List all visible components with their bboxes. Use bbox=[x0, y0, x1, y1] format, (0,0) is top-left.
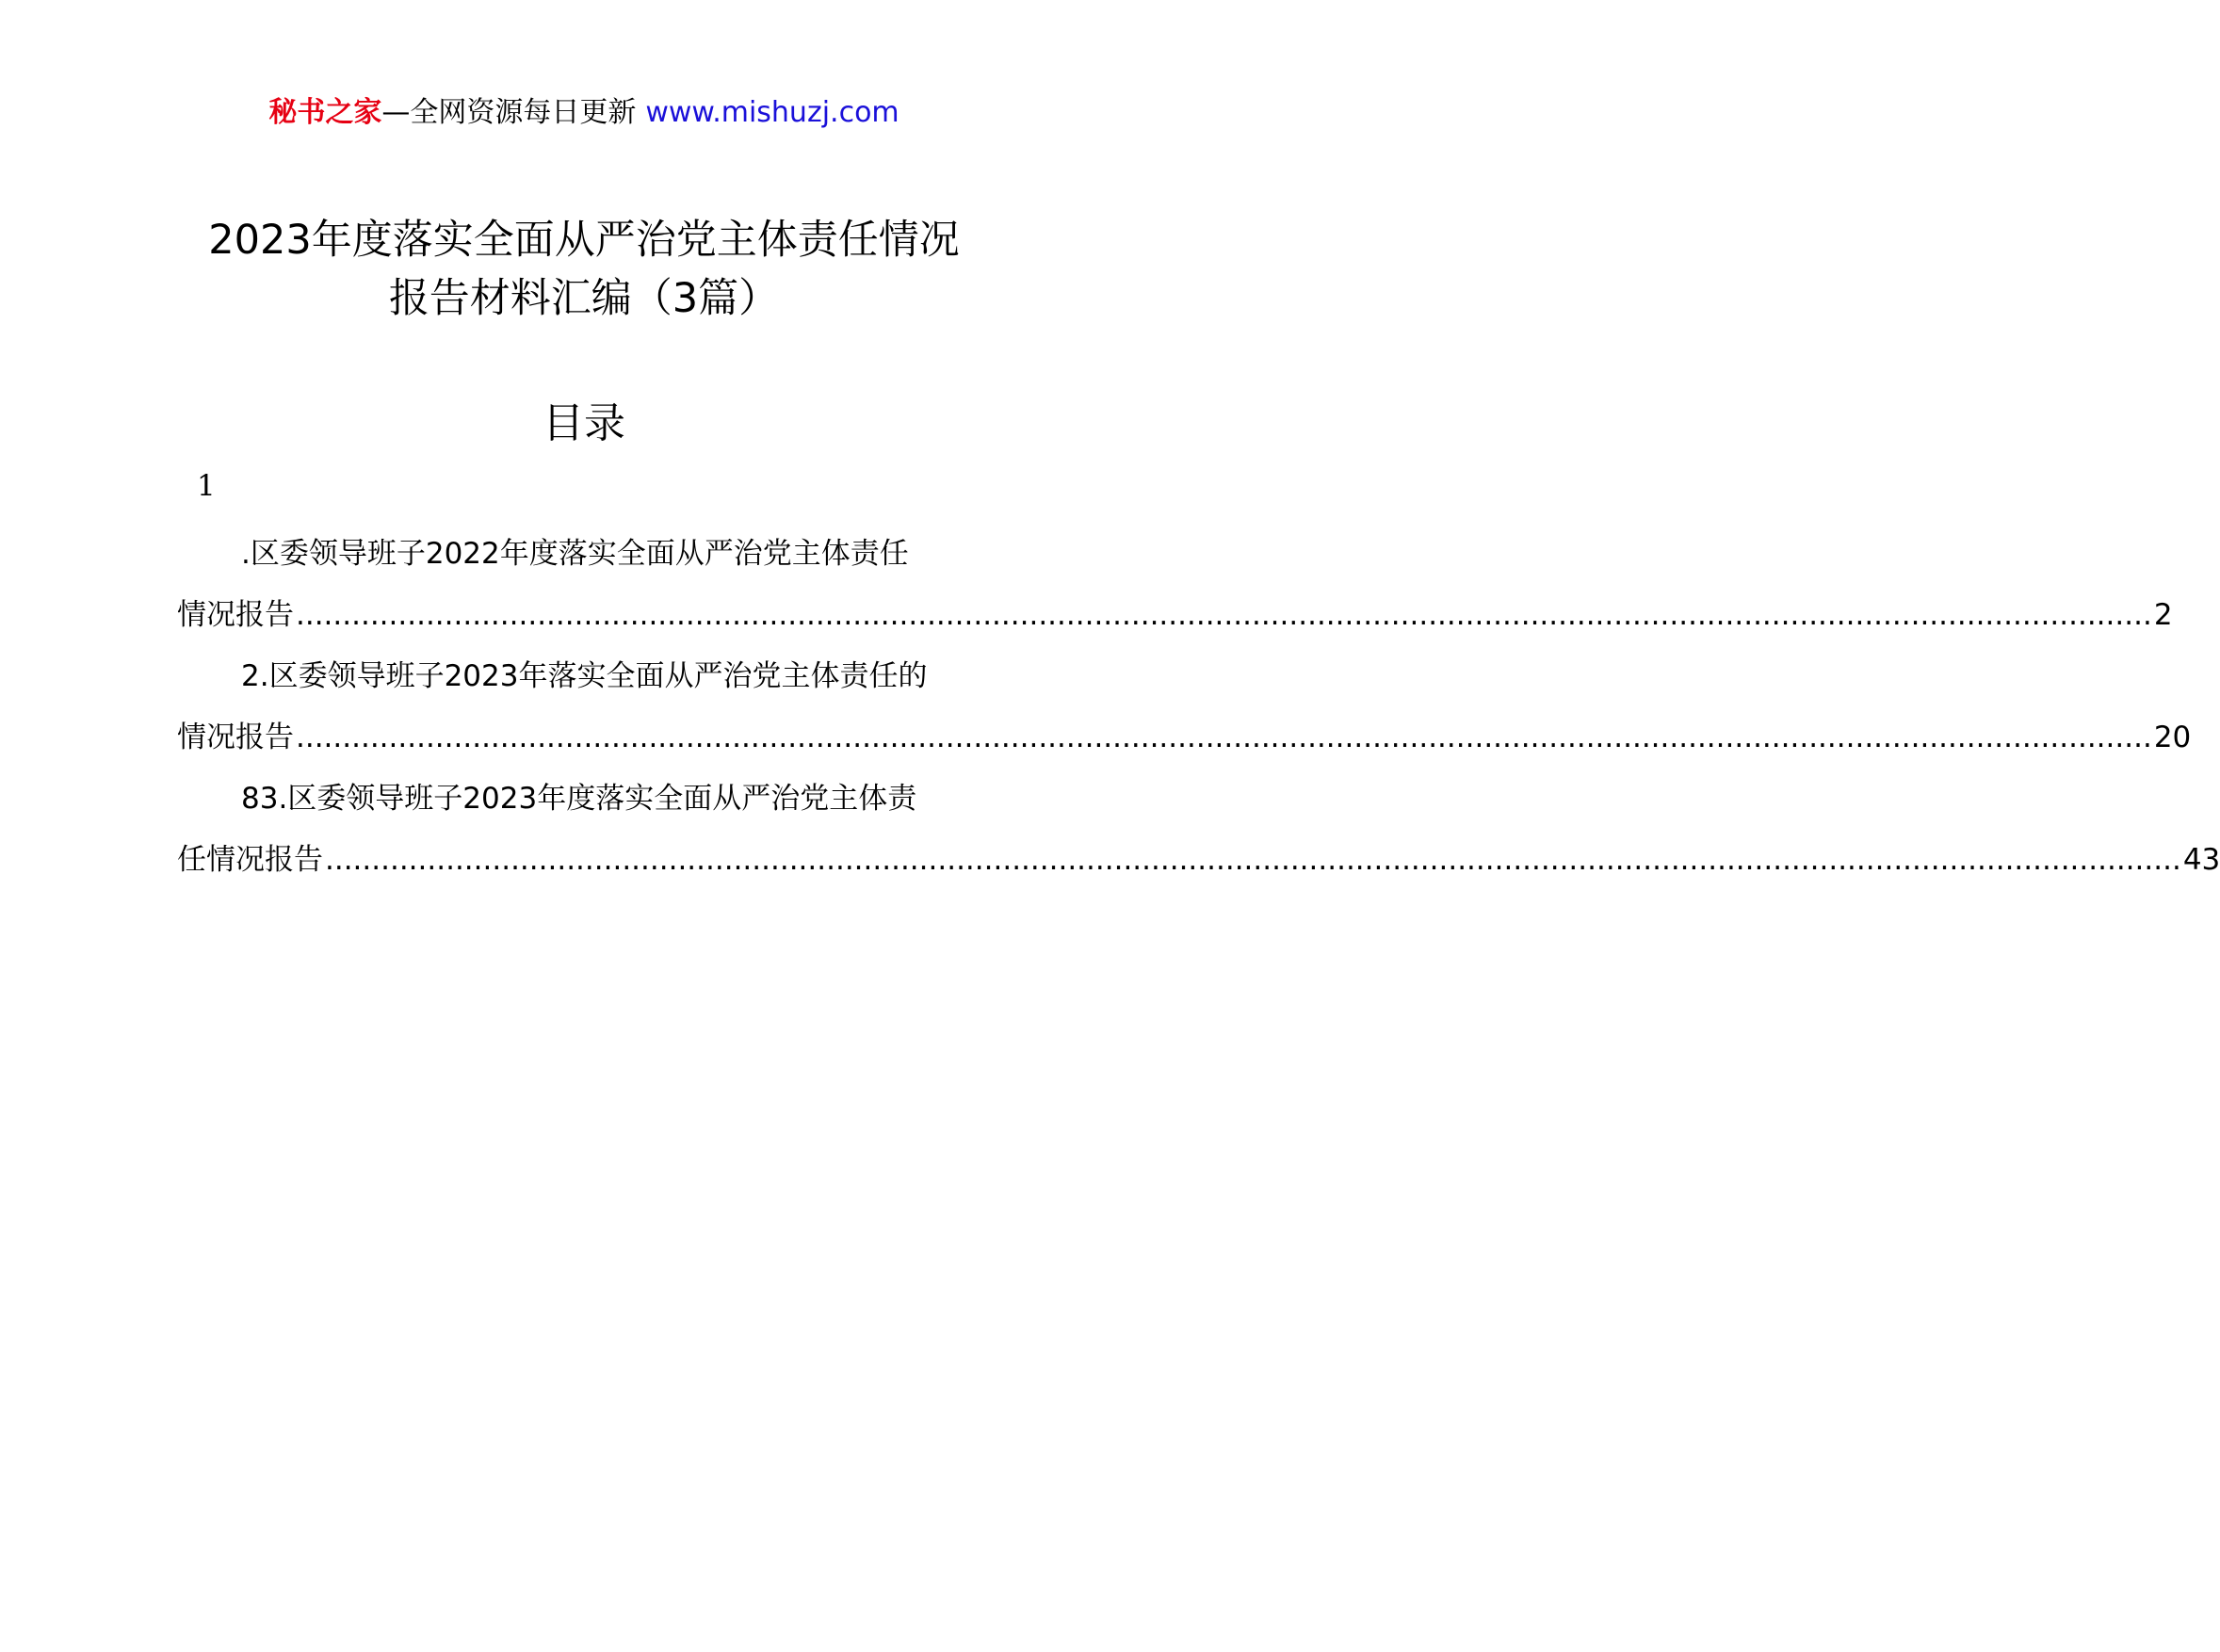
toc-entry-title-continued: 任情况报告 bbox=[177, 843, 323, 877]
toc-dot-leader: ........................................................................................................................................................................................................ bbox=[325, 843, 2181, 877]
toc-entry-title-continued: 情况报告 bbox=[177, 721, 294, 754]
document-title-line-2: 报告材料汇编（3篇） bbox=[388, 275, 780, 322]
toc-entry[interactable] bbox=[177, 646, 2192, 769]
toc-entry[interactable] bbox=[177, 524, 2173, 646]
document-title bbox=[151, 211, 1017, 328]
toc-dot-leader: ........................................................................................................................................................................................................ bbox=[296, 721, 2152, 754]
toc-page-number: 43 bbox=[2182, 843, 2220, 877]
site-header bbox=[0, 94, 1168, 132]
site-brand: 秘书之家 bbox=[268, 96, 382, 129]
toc-entry-title: 2.区委领导班子2023年落实全面从严治党主体责任的 bbox=[241, 659, 928, 693]
table-of-contents bbox=[177, 524, 2220, 891]
toc-dot-leader: ........................................................................................................................................................................................................ bbox=[296, 598, 2152, 632]
toc-page-number: 20 bbox=[2153, 721, 2192, 754]
toc-entry-title: .区委领导班子2022年度落实全面从严治党主体责任 bbox=[241, 537, 909, 571]
toc-entry-title-continued: 情况报告 bbox=[177, 598, 294, 632]
toc-entry[interactable] bbox=[177, 769, 2220, 891]
site-url-link[interactable]: www.mishuzj.com bbox=[645, 96, 899, 129]
toc-entry-title: 83.区委领导班子2023年度落实全面从严治党主体责 bbox=[241, 782, 917, 816]
toc-heading: 目录 bbox=[543, 399, 625, 447]
site-tagline: —全网资源每日更新 bbox=[381, 96, 637, 129]
toc-page-number: 2 bbox=[2153, 598, 2173, 632]
document-title-line-1: 2023年度落实全面从严治党主体责任情况 bbox=[208, 217, 960, 264]
stray-number: 1 bbox=[197, 469, 216, 503]
